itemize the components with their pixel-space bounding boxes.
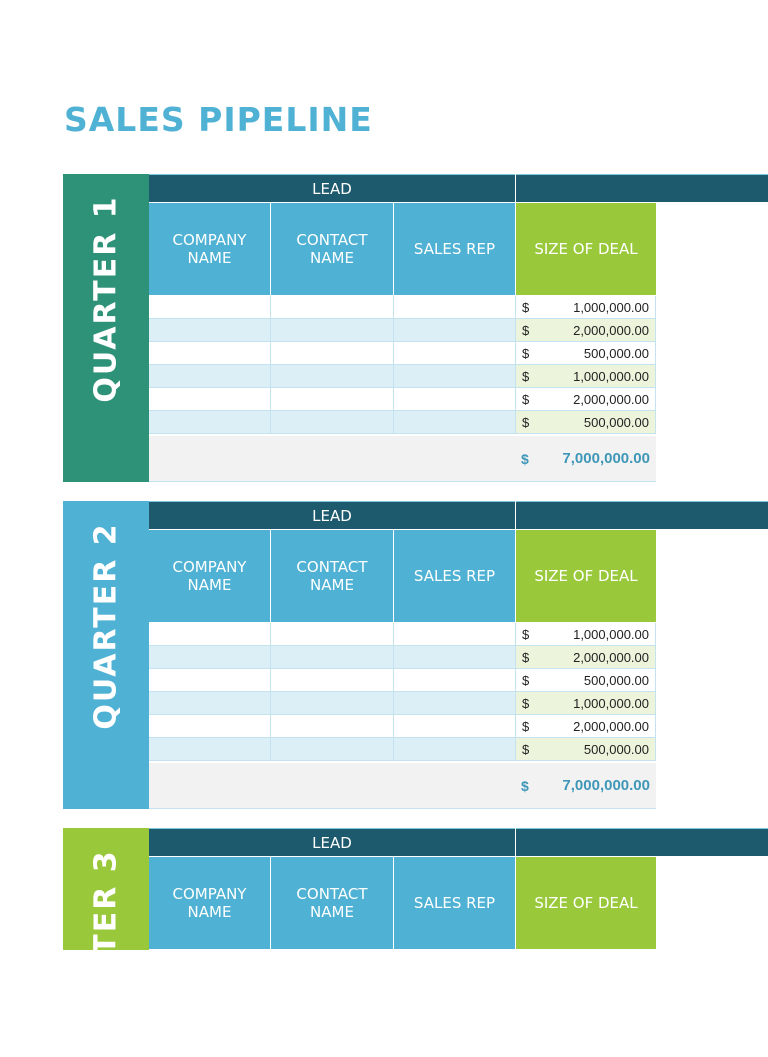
contact-cell[interactable] <box>271 342 394 364</box>
deal-size-cell[interactable]: $ 2,000,000.00 <box>516 319 656 341</box>
table-row <box>149 646 656 669</box>
quarter-1-band <box>63 174 149 482</box>
sales-rep-header: SALES REP <box>394 203 515 295</box>
company-cell[interactable] <box>149 411 271 433</box>
quarter-2-total-row <box>149 763 656 809</box>
size-of-deal-header: SIZE OF DEAL <box>516 857 656 949</box>
size-of-deal-header: SIZE OF DEAL <box>516 530 656 622</box>
company-cell[interactable] <box>149 738 271 760</box>
sales-rep-cell[interactable] <box>394 411 516 433</box>
deal-size-cell[interactable]: $ 500,000.00 <box>516 738 656 760</box>
company-cell[interactable] <box>149 669 271 691</box>
quarter-1-total-row <box>149 436 656 482</box>
deal-size-cell[interactable]: $ 500,000.00 <box>516 669 656 691</box>
table-row <box>149 715 656 738</box>
deal-size-cell[interactable]: $ 500,000.00 <box>516 342 656 364</box>
contact-name-header: CONTACT NAME <box>271 857 393 949</box>
contact-cell[interactable] <box>271 715 394 737</box>
sales-rep-cell[interactable] <box>394 296 516 318</box>
total-currency: $ <box>521 451 529 467</box>
sales-rep-cell[interactable] <box>394 738 516 760</box>
size-of-deal-header: SIZE OF DEAL <box>516 203 656 295</box>
company-cell[interactable] <box>149 319 271 341</box>
sales-rep-cell[interactable] <box>394 669 516 691</box>
contact-cell[interactable] <box>271 388 394 410</box>
header-bar-extension <box>516 501 768 529</box>
deal-size-cell[interactable]: $ 500,000.00 <box>516 411 656 433</box>
contact-cell[interactable] <box>271 296 394 318</box>
company-name-header: COMPANY NAME <box>149 530 270 622</box>
lead-header: LEAD <box>149 501 515 529</box>
sales-rep-cell[interactable] <box>394 319 516 341</box>
quarter-1-rows <box>149 296 656 434</box>
deal-size-cell[interactable]: $ 2,000,000.00 <box>516 715 656 737</box>
contact-cell[interactable] <box>271 623 394 645</box>
table-row <box>149 365 656 388</box>
total-amount: 7,000,000.00 <box>562 777 650 794</box>
company-name-header: COMPANY NAME <box>149 857 270 949</box>
deal-size-cell[interactable]: $ 1,000,000.00 <box>516 623 656 645</box>
table-row <box>149 342 656 365</box>
contact-name-header: CONTACT NAME <box>271 530 393 622</box>
total-currency: $ <box>521 778 529 794</box>
contact-cell[interactable] <box>271 669 394 691</box>
deal-size-cell[interactable]: $ 2,000,000.00 <box>516 646 656 668</box>
contact-name-header: CONTACT NAME <box>271 203 393 295</box>
company-name-header: COMPANY NAME <box>149 203 270 295</box>
deal-size-cell[interactable]: $ 2,000,000.00 <box>516 388 656 410</box>
deal-size-cell[interactable]: $ 1,000,000.00 <box>516 365 656 387</box>
sales-rep-cell[interactable] <box>394 388 516 410</box>
sales-rep-cell[interactable] <box>394 365 516 387</box>
company-cell[interactable] <box>149 692 271 714</box>
table-row <box>149 411 656 434</box>
sales-rep-cell[interactable] <box>394 646 516 668</box>
sales-rep-cell[interactable] <box>394 623 516 645</box>
table-row <box>149 388 656 411</box>
deal-size-cell[interactable]: $ 1,000,000.00 <box>516 692 656 714</box>
lead-header: LEAD <box>149 174 515 202</box>
contact-cell[interactable] <box>271 365 394 387</box>
table-row <box>149 692 656 715</box>
quarter-3-label: QUARTER 3 <box>88 849 124 1057</box>
sales-rep-cell[interactable] <box>394 692 516 714</box>
page-title: SALES PIPELINE <box>64 100 373 139</box>
table-row <box>149 738 656 761</box>
sales-rep-cell[interactable] <box>394 342 516 364</box>
total-amount: 7,000,000.00 <box>562 450 650 467</box>
table-row <box>149 296 656 319</box>
company-cell[interactable] <box>149 296 271 318</box>
table-row <box>149 319 656 342</box>
quarter-3-band <box>63 828 149 1057</box>
company-cell[interactable] <box>149 715 271 737</box>
contact-cell[interactable] <box>271 692 394 714</box>
quarter-3-section <box>63 828 768 1057</box>
deal-size-cell[interactable]: $ 1,000,000.00 <box>516 296 656 318</box>
contact-cell[interactable] <box>271 738 394 760</box>
company-cell[interactable] <box>149 623 271 645</box>
lead-header: LEAD <box>149 828 515 856</box>
quarter-2-band <box>63 501 149 809</box>
quarter-1-section <box>63 174 768 482</box>
table-row <box>149 623 656 646</box>
contact-cell[interactable] <box>271 319 394 341</box>
quarter-2-rows <box>149 623 656 761</box>
quarter-2-section <box>63 501 768 809</box>
quarter-1-label: QUARTER 1 <box>88 195 124 403</box>
sales-rep-header: SALES REP <box>394 857 515 949</box>
contact-cell[interactable] <box>271 646 394 668</box>
table-row <box>149 669 656 692</box>
company-cell[interactable] <box>149 365 271 387</box>
header-bar-extension <box>516 174 768 202</box>
contact-cell[interactable] <box>271 411 394 433</box>
sales-rep-cell[interactable] <box>394 715 516 737</box>
header-bar-extension <box>516 828 768 856</box>
company-cell[interactable] <box>149 646 271 668</box>
company-cell[interactable] <box>149 342 271 364</box>
quarter-2-label: QUARTER 2 <box>88 522 124 730</box>
company-cell[interactable] <box>149 388 271 410</box>
sales-rep-header: SALES REP <box>394 530 515 622</box>
